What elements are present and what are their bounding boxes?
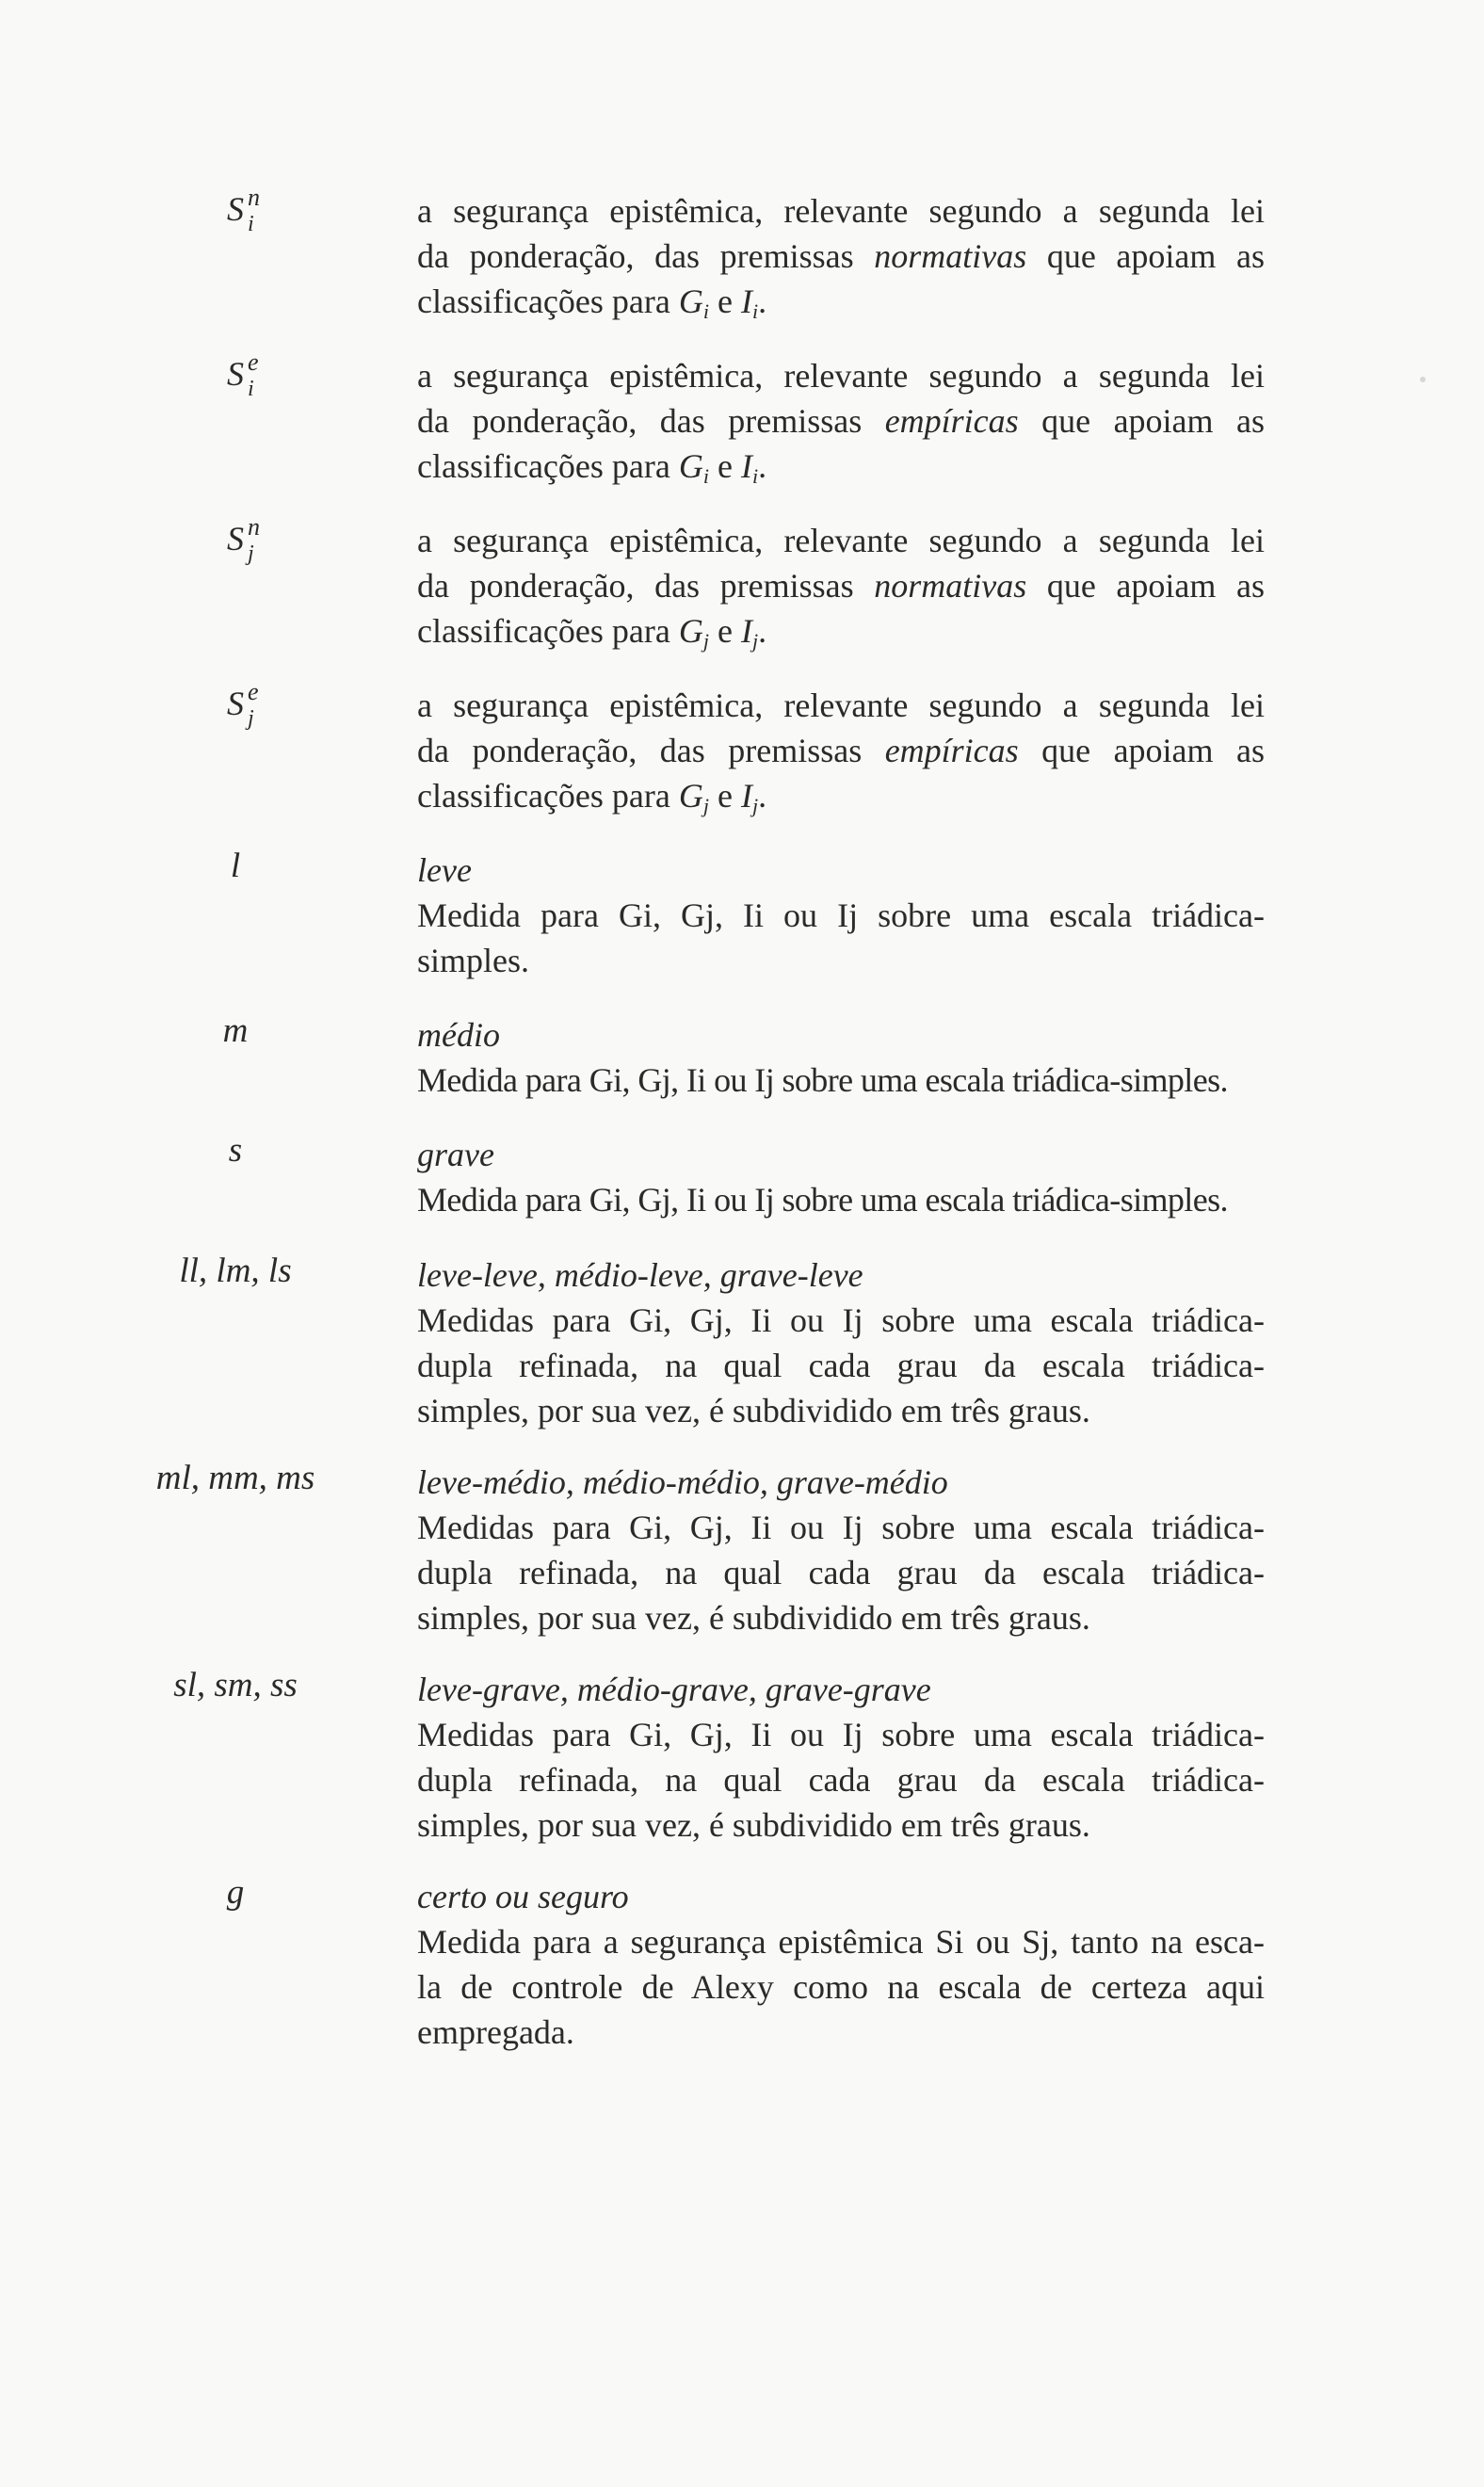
symbol-base: S bbox=[227, 190, 244, 228]
symbol-sub: i bbox=[248, 377, 254, 401]
definition bbox=[417, 848, 1265, 983]
term: grave bbox=[417, 1136, 494, 1173]
term: leve-médio, médio-médio, grave-médio bbox=[417, 1463, 948, 1501]
symbol-sub: i bbox=[248, 212, 254, 236]
definition-line: simples, por sua vez, é subdividido em três graus. bbox=[417, 1599, 1090, 1637]
symbol-l: l bbox=[230, 847, 241, 885]
definition bbox=[417, 1132, 1265, 1222]
symbol-base: S bbox=[227, 355, 244, 393]
symbol-sub: j bbox=[248, 541, 254, 566]
definition-line: simples, por sua vez, é subdividido em três graus. bbox=[417, 1392, 1090, 1429]
definition-line: classificações para $G_j$ e $I_j$. bbox=[417, 612, 767, 653]
definition-line: a segurança epistêmica, relevante segundo a segunda lei bbox=[417, 686, 1265, 724]
definition-line: dupla refinada, na qual cada grau da escala triádica- bbox=[417, 1554, 1265, 1591]
symbol-s: s bbox=[228, 1131, 243, 1170]
symbol-base: S bbox=[227, 685, 244, 722]
definition bbox=[417, 1667, 1265, 1848]
definition-line: classificações para $G_i$ e $I_i$. bbox=[417, 447, 767, 488]
symbol-sup: n bbox=[248, 513, 260, 541]
term: médio bbox=[417, 1016, 500, 1054]
paper-speck bbox=[1420, 377, 1426, 382]
symbol-sup: e bbox=[248, 678, 259, 705]
definition-line: empregada. bbox=[417, 2013, 574, 2051]
symbol-base: S bbox=[227, 520, 244, 557]
definition-line: Medida para Gi, Gj, Ii ou Ij sobre uma escala triádica- bbox=[417, 896, 1265, 934]
definition-line: da ponderação, das premissas empíricas que apoiam as bbox=[417, 732, 1265, 769]
definition-line: simples. bbox=[417, 942, 530, 979]
definition bbox=[417, 1874, 1265, 2055]
symbol-sl-sm-ss: sl, sm, ss bbox=[173, 1666, 298, 1704]
definition-line: da ponderação, das premissas normativas que apoiam as bbox=[417, 237, 1265, 275]
symbol-g: g bbox=[226, 1873, 245, 1912]
symbol-sub: j bbox=[248, 706, 254, 731]
definition-line: classificações para $G_i$ e $I_i$. bbox=[417, 283, 767, 323]
definition-line: a segurança epistêmica, relevante segundo a segunda lei bbox=[417, 357, 1265, 395]
definition bbox=[417, 683, 1265, 818]
definition bbox=[417, 1012, 1265, 1103]
symbol-ml-mm-ms: ml, mm, ms bbox=[155, 1459, 315, 1497]
definition-line: Medida para Gi, Gj, Ii ou Ij sobre uma escala triádica-simples. bbox=[417, 1181, 1228, 1219]
symbol-math bbox=[227, 678, 259, 731]
definition-line: da ponderação, das premissas empíricas que apoiam as bbox=[417, 402, 1265, 440]
definition-line: Medidas para Gi, Gj, Ii ou Ij sobre uma escala triádica- bbox=[417, 1301, 1265, 1339]
definition-line: classificações para $G_j$ e $I_j$. bbox=[417, 777, 767, 817]
definition-line: dupla refinada, na qual cada grau da escala triádica- bbox=[417, 1347, 1265, 1384]
definition-line: Medida para Gi, Gj, Ii ou Ij sobre uma escala triádica-simples. bbox=[417, 1061, 1228, 1099]
definition bbox=[417, 518, 1265, 654]
definition bbox=[417, 353, 1265, 489]
symbol-math bbox=[227, 184, 260, 236]
symbol-math bbox=[227, 348, 259, 401]
definition bbox=[417, 1460, 1265, 1640]
symbol-s-i-e bbox=[141, 348, 330, 401]
symbol-m: m bbox=[222, 1011, 249, 1050]
definition-line: a segurança epistêmica, relevante segundo a segunda lei bbox=[417, 192, 1265, 230]
term: certo ou seguro bbox=[417, 1878, 629, 1915]
definition-line: da ponderação, das premissas normativas que apoiam as bbox=[417, 567, 1265, 605]
definition-line: Medidas para Gi, Gj, Ii ou Ij sobre uma escala triádica- bbox=[417, 1716, 1265, 1753]
definition-line: Medida para a segurança epistêmica Si ou Sj, tanto na esca- bbox=[417, 1923, 1265, 1961]
term: leve-grave, médio-grave, grave-grave bbox=[417, 1671, 931, 1708]
definition-line: simples, por sua vez, é subdividido em três graus. bbox=[417, 1806, 1090, 1844]
definition-line: dupla refinada, na qual cada grau da escala triádica- bbox=[417, 1761, 1265, 1799]
symbol-s-i-n bbox=[141, 184, 330, 236]
symbol-sup: e bbox=[248, 348, 259, 376]
symbol-s-j-n bbox=[141, 513, 330, 566]
term: leve bbox=[417, 851, 472, 889]
symbol-math bbox=[227, 513, 260, 566]
definition bbox=[417, 1252, 1265, 1433]
definition-line: la de controle de Alexy como na escala de certeza aqui bbox=[417, 1968, 1265, 2006]
term: leve-leve, médio-leve, grave-leve bbox=[417, 1256, 863, 1294]
definition-line: a segurança epistêmica, relevante segundo a segunda lei bbox=[417, 522, 1265, 559]
definition-line: Medidas para Gi, Gj, Ii ou Ij sobre uma escala triádica- bbox=[417, 1509, 1265, 1546]
symbol-sup: n bbox=[248, 184, 260, 211]
symbol-s-j-e bbox=[141, 678, 330, 731]
definition bbox=[417, 188, 1265, 324]
symbol-ll-lm-ls: ll, lm, ls bbox=[179, 1252, 292, 1290]
